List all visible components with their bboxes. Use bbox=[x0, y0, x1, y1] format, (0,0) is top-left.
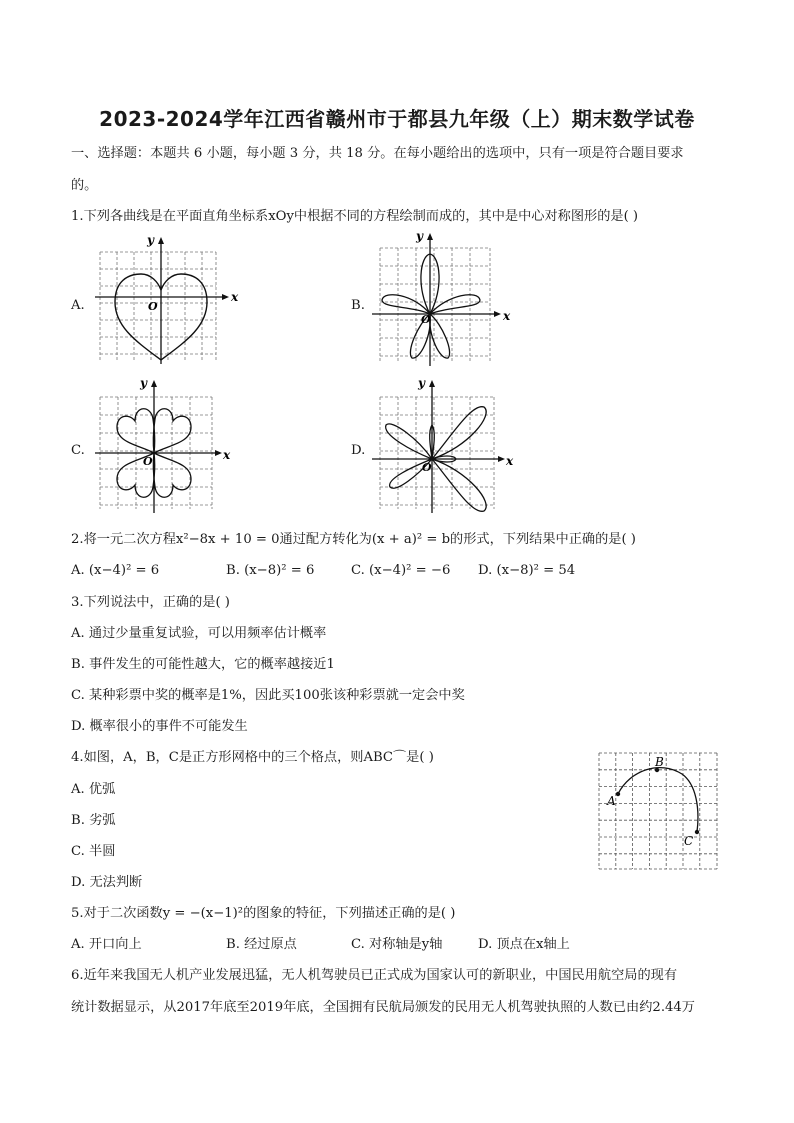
q1-option-d-label: D. bbox=[351, 443, 366, 458]
q6-line1: 6.近年来我国无人机产业发展迅猛，无人机驾驶员已正式成为国家认可的新职业，中国民用航空局的现有 bbox=[71, 968, 678, 983]
q1-option-b-label: B. bbox=[351, 298, 365, 313]
q5-option-d: D. 顶点在x轴上 bbox=[478, 937, 570, 952]
q1-figure-b-petal-curve bbox=[372, 228, 517, 368]
svg-text:O: O bbox=[143, 455, 153, 468]
origin-label: O bbox=[148, 300, 158, 313]
axis-y-label: y bbox=[147, 233, 154, 247]
q2-option-d: D. (x−8)² = 54 bbox=[478, 563, 576, 578]
q1-option-a-label: A. bbox=[71, 298, 85, 313]
q3-option-c: C. 某种彩票中奖的概率是1%，因此买100张该种彩票就一定会中奖 bbox=[71, 688, 465, 703]
q2-option-c: C. (x−4)² = −6 bbox=[351, 563, 451, 578]
point-a-label: A bbox=[607, 794, 616, 808]
q2-stem: 2.将一元二次方程x²−8x + 10 = 0通过配方转化为(x + a)² = b的形式，下列结果中正确的是( ) bbox=[71, 532, 636, 547]
svg-text:x: x bbox=[223, 448, 231, 462]
svg-text:y: y bbox=[418, 376, 425, 390]
point-b-label: B bbox=[655, 755, 664, 769]
section-heading-line1: 一、选择题：本题共 6 小题，每小题 3 分，共 18 分。在每小题给出的选项中，只有一项是符合题目要求 bbox=[71, 146, 684, 161]
q4-option-b: B. 劣弧 bbox=[71, 813, 116, 828]
q4-option-a: A. 优弧 bbox=[71, 782, 116, 797]
q4-option-d: D. 无法判断 bbox=[71, 875, 143, 890]
svg-text:y: y bbox=[416, 229, 423, 243]
svg-text:x: x bbox=[506, 454, 514, 468]
q3-option-d: D. 概率很小的事件不可能发生 bbox=[71, 719, 248, 734]
svg-text:O: O bbox=[421, 313, 431, 326]
point-c-label: C bbox=[684, 834, 694, 848]
axis-x-label: x bbox=[231, 290, 239, 304]
q1-figure-c-clover-curve bbox=[95, 375, 235, 515]
q3-option-a: A. 通过少量重复试验，可以用频率估计概率 bbox=[71, 626, 327, 641]
q2-option-a: A. (x−4)² = 6 bbox=[71, 563, 160, 578]
q3-option-b: B. 事件发生的可能性越大，它的概率越接近1 bbox=[71, 657, 335, 672]
q4-grid-figure bbox=[596, 750, 721, 872]
svg-text:O: O bbox=[422, 461, 432, 474]
q1-option-c-label: C. bbox=[71, 443, 85, 458]
q5-option-b: B. 经过原点 bbox=[226, 937, 297, 952]
q1-figure-a-heart-curve bbox=[95, 232, 240, 367]
q6-line2: 统计数据显示，从2017年底至2019年底，全国拥有民航局颁发的民用无人机驾驶执照的人数已由约2.44万 bbox=[71, 1000, 695, 1015]
svg-text:y: y bbox=[140, 376, 147, 390]
q4-stem: 4.如图，A，B，C是正方形网格中的三个格点，则ABC⌒是( ) bbox=[71, 750, 434, 765]
q1-figure-d-propeller-curve bbox=[372, 375, 520, 515]
q5-stem: 5.对于二次函数y = −(x−1)²的图象的特征，下列描述正确的是( ) bbox=[71, 906, 456, 921]
q4-option-c: C. 半圆 bbox=[71, 844, 116, 859]
q3-stem: 3.下列说法中，正确的是( ) bbox=[71, 595, 230, 610]
q5-option-a: A. 开口向上 bbox=[71, 937, 142, 952]
q1-stem: 1.下列各曲线是在平面直角坐标系xOy中根据不同的方程绘制而成的，其中是中心对称图形的是( ) bbox=[71, 209, 639, 224]
q5-option-c: C. 对称轴是y轴 bbox=[351, 937, 443, 952]
svg-text:x: x bbox=[503, 309, 511, 323]
page-title: 2023-2024学年江西省赣州市于都县九年级（上）期末数学试卷 bbox=[99, 107, 695, 131]
section-heading-line2: 的。 bbox=[71, 178, 98, 193]
q2-option-b: B. (x−8)² = 6 bbox=[226, 563, 315, 578]
